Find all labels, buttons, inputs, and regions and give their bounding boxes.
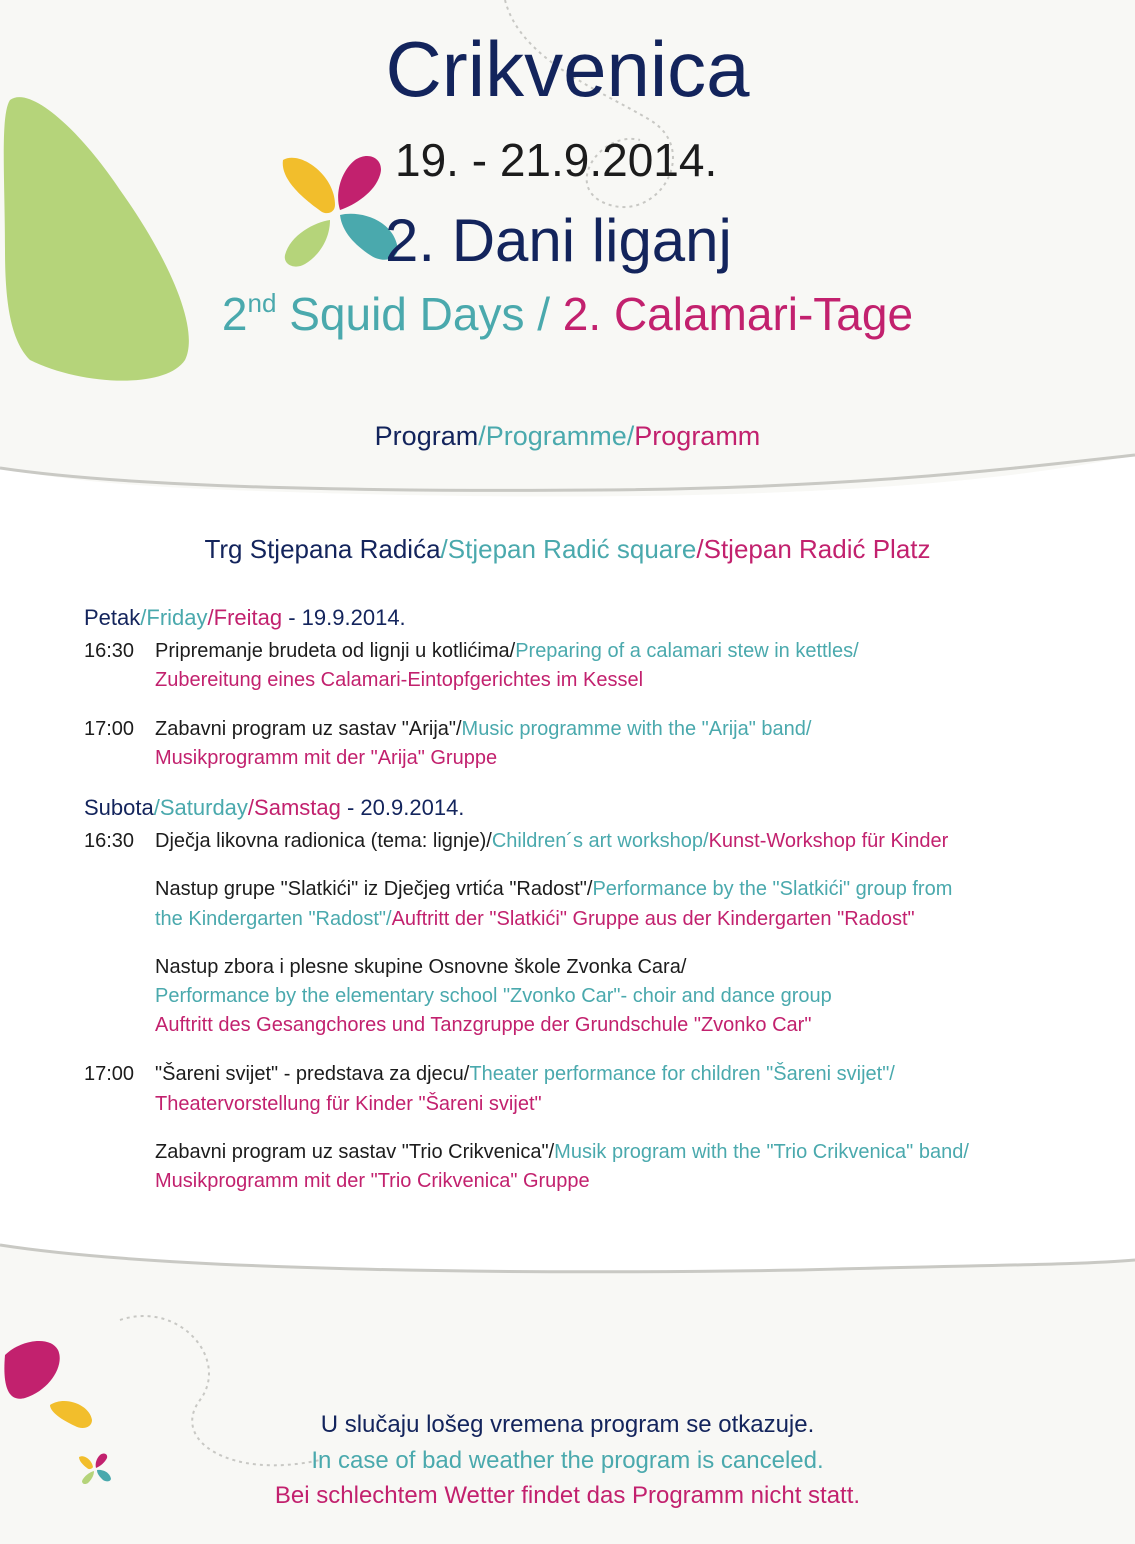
program-heading-sep1: / [478,421,486,451]
event-subtitle [0,286,1135,342]
day-en: Friday [146,605,208,630]
program-heading-de: Programm [634,421,761,451]
location-sep2: / [696,534,704,564]
footer-notice-de: Bei schlechtem Wetter findet das Programm nicht statt. [274,1482,861,1509]
event-time: 17:00 [84,718,135,740]
event-line [155,875,952,903]
program-heading-sep2: / [626,421,635,451]
day-sep: / [207,605,214,630]
event-text-de: Kunst-Workshop für Kinder [708,830,949,852]
footer-notice-en: In case of bad weather the program is canceled. [311,1447,824,1474]
event-text-hr: "Šareni svijet" - predstava za djecu/ [155,1063,470,1085]
day-date: - 20.9.2014. [340,795,465,820]
event-text-hr: Nastup grupe "Slatkići" iz Dječjeg vrtića "Radost"/ [155,878,593,900]
event-text-en: Musik program with the "Trio Crikvenica" band/ [554,1141,969,1163]
location-de: Stjepan Radić Platz [703,534,931,564]
location-hr: Trg Stjepana Radića [204,534,441,564]
location-sep1: / [440,534,448,564]
event-line [155,827,948,855]
event-text-en: the Kindergarten "Radost"/ [155,908,392,930]
day-sep: / [140,605,147,630]
event-text-en: Children´s art workshop/ [491,830,709,852]
day-sep: / [153,795,160,820]
event-time: 16:30 [84,830,135,852]
day-heading-saturday [84,794,464,822]
event-text-hr: Nastup zbora i plesne skupine Osnovne škole Zvonka Cara/ [155,956,687,978]
program-heading-en: Programme [485,421,627,451]
event-text-hr: Zabavni program uz sastav "Arija"/ [155,718,462,740]
event-text-de: Theatervorstellung für Kinder "Šareni svijet" [155,1093,542,1115]
event-text-en: Performance by the elementary school "Zvonko Car"- choir and dance group [155,985,832,1007]
day-de: Freitag [213,605,283,630]
page-title: Crikvenica [385,25,750,113]
subtitle-de: 2. Calamari-Tage [562,288,914,340]
event-time: 17:00 [84,1063,135,1085]
event-text-hr: Zabavni program uz sastav "Trio Crikvenica"/ [155,1141,555,1163]
event-dates: 19. - 21.9.2014. [395,134,718,186]
day-de: Samstag [254,795,341,820]
event-name: 2. Dani liganj [385,207,732,274]
event-text-en: Preparing of a calamari stew in kettles/ [515,640,859,662]
day-sep: / [247,795,255,820]
event-text-en: Performance by the "Slatkići" group from [592,878,953,900]
event-text-de: Musikprogramm mit der "Arija" Gruppe [155,747,498,769]
event-line [155,715,811,743]
subtitle-separator: / [524,288,563,340]
event-text-hr: Pripremanje brudeta od lignji u kotlićima/ [155,640,516,662]
location-heading [0,533,1135,565]
event-line [155,1060,895,1088]
event-text-hr: Dječja likovna radionica (tema: lignje)/ [155,830,492,852]
event-text-en: Theater performance for children "Šareni svijet"/ [469,1063,895,1085]
event-time: 16:30 [84,640,135,662]
event-text-de: Auftritt des Gesangchores und Tanzgruppe der Grundschule "Zvonko Car" [155,1014,812,1036]
day-date: - 19.9.2014. [282,605,406,630]
subtitle-en: Squid Days [276,288,525,340]
day-heading-friday [84,604,406,632]
event-text-de: Musikprogramm mit der "Trio Crikvenica" Gruppe [155,1170,590,1192]
event-text-de: Auftritt der "Slatkići" Gruppe aus der Kindergarten "Radost" [391,908,915,930]
program-heading-hr: Program [374,421,479,451]
location-en: Stjepan Radić square [447,534,697,564]
event-line [155,905,915,933]
day-hr: Petak [84,605,141,630]
event-line [155,1138,969,1166]
event-line [155,637,859,665]
subtitle-en-number: 2 [221,288,248,340]
day-en: Saturday [159,795,248,820]
day-hr: Subota [84,795,154,820]
subtitle-en-ordinal: nd [247,288,277,318]
program-heading [0,420,1135,452]
event-text-de: Zubereitung eines Calamari-Eintopfgerichtes im Kessel [155,669,644,691]
event-text-en: Music programme with the "Arija" band/ [461,718,812,740]
footer-notice-hr: U slučaju lošeg vremena program se otkazuje. [320,1411,815,1438]
